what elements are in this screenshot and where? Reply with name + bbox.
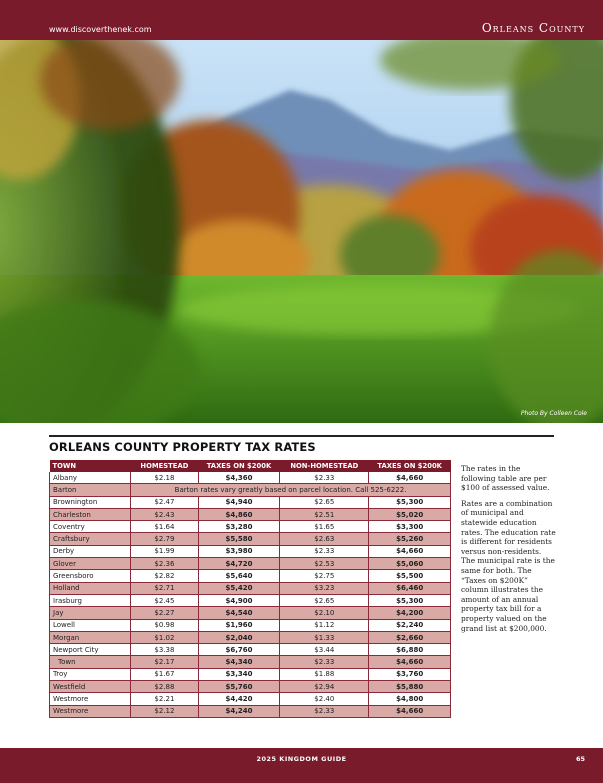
column-header-homestead: HOMESTEAD bbox=[131, 460, 199, 472]
homestead-rate-cell: $1.67 bbox=[131, 668, 199, 680]
non-homestead-rate-cell: $2.51 bbox=[280, 508, 369, 520]
homestead-rate-cell: $2.88 bbox=[131, 681, 199, 693]
table-row bbox=[50, 558, 451, 570]
non-homestead-rate-cell: $2.10 bbox=[280, 607, 369, 619]
non-homestead-rate-cell: $3.23 bbox=[280, 582, 369, 594]
homestead-rate-cell: $2.21 bbox=[131, 693, 199, 705]
homestead-rate-cell: $1.02 bbox=[131, 631, 199, 643]
homestead-rate-cell: $2.43 bbox=[131, 508, 199, 520]
non-homestead-tax-cell: $6,880 bbox=[369, 644, 451, 656]
non-homestead-rate-cell: $2.33 bbox=[280, 472, 369, 484]
non-homestead-rate-cell: $2.65 bbox=[280, 594, 369, 606]
section-divider bbox=[49, 435, 554, 437]
non-homestead-tax-cell: $5,260 bbox=[369, 533, 451, 545]
homestead-tax-cell: $5,580 bbox=[198, 533, 280, 545]
table-row bbox=[50, 570, 451, 582]
table-row bbox=[50, 545, 451, 557]
non-homestead-tax-cell: $4,660 bbox=[369, 656, 451, 668]
homestead-rate-cell: $2.79 bbox=[131, 533, 199, 545]
town-cell: Newport City bbox=[50, 644, 131, 656]
non-homestead-tax-cell: $5,300 bbox=[369, 496, 451, 508]
non-homestead-tax-cell: $5,880 bbox=[369, 681, 451, 693]
non-homestead-rate-cell: $2.94 bbox=[280, 681, 369, 693]
homestead-tax-cell: $4,240 bbox=[198, 705, 280, 717]
homestead-rate-cell: $2.27 bbox=[131, 607, 199, 619]
town-cell: Lowell bbox=[50, 619, 131, 631]
homestead-tax-cell: $4,940 bbox=[198, 496, 280, 508]
non-homestead-tax-cell: $2,240 bbox=[369, 619, 451, 631]
non-homestead-rate-cell: $2.40 bbox=[280, 693, 369, 705]
table-row bbox=[50, 496, 451, 508]
homestead-tax-cell: $3,340 bbox=[198, 668, 280, 680]
table-row bbox=[50, 693, 451, 705]
table-row bbox=[50, 594, 451, 606]
non-homestead-tax-cell: $5,300 bbox=[369, 594, 451, 606]
table-row bbox=[50, 521, 451, 533]
homestead-rate-cell: $2.45 bbox=[131, 594, 199, 606]
table-row bbox=[50, 656, 451, 668]
non-homestead-tax-cell: $4,200 bbox=[369, 607, 451, 619]
town-cell: Irasburg bbox=[50, 594, 131, 606]
non-homestead-tax-cell: $6,460 bbox=[369, 582, 451, 594]
landscape-photo-graphic bbox=[0, 40, 603, 423]
table-row bbox=[50, 607, 451, 619]
homestead-rate-cell: $2.36 bbox=[131, 558, 199, 570]
non-homestead-tax-cell: $4,660 bbox=[369, 705, 451, 717]
homestead-tax-cell: $1,960 bbox=[198, 619, 280, 631]
town-cell: Coventry bbox=[50, 521, 131, 533]
non-homestead-rate-cell: $1.12 bbox=[280, 619, 369, 631]
non-homestead-rate-cell: $2.63 bbox=[280, 533, 369, 545]
non-homestead-tax-cell: $4,660 bbox=[369, 545, 451, 557]
table-row bbox=[50, 508, 451, 520]
town-cell: Glover bbox=[50, 558, 131, 570]
homestead-rate-cell: $2.12 bbox=[131, 705, 199, 717]
town-cell: Westmore bbox=[50, 693, 131, 705]
table-row bbox=[50, 533, 451, 545]
homestead-tax-cell: $5,760 bbox=[198, 681, 280, 693]
town-cell: Troy bbox=[50, 668, 131, 680]
town-cell: Craftsbury bbox=[50, 533, 131, 545]
table-header-row bbox=[50, 460, 451, 472]
footer-bar bbox=[0, 748, 603, 783]
non-homestead-rate-cell: $2.75 bbox=[280, 570, 369, 582]
homestead-rate-cell: $1.99 bbox=[131, 545, 199, 557]
homestead-tax-cell: $2,040 bbox=[198, 631, 280, 643]
homestead-tax-cell: $4,360 bbox=[198, 472, 280, 484]
non-homestead-tax-cell: $4,660 bbox=[369, 472, 451, 484]
homestead-rate-cell: $2.18 bbox=[131, 472, 199, 484]
town-cell: Westmore bbox=[50, 705, 131, 717]
table-row bbox=[50, 619, 451, 631]
explanation-paragraph: Rates are a combination of municipal and statewide education rates. The education rate is different for residents versus non-residents. The municipal rate is the same for both. The “Taxes on $200K” column illustrates the amount of an annual property tax bill for a property valued on the grand list at $200,000. bbox=[461, 498, 556, 633]
homestead-tax-cell: $4,540 bbox=[198, 607, 280, 619]
non-homestead-tax-cell: $3,760 bbox=[369, 668, 451, 680]
town-cell: Albany bbox=[50, 472, 131, 484]
homestead-tax-cell: $3,980 bbox=[198, 545, 280, 557]
table-body bbox=[50, 472, 451, 717]
homestead-rate-cell: $1.64 bbox=[131, 521, 199, 533]
homestead-tax-cell: $4,340 bbox=[198, 656, 280, 668]
county-title: Orleans County bbox=[481, 21, 585, 35]
non-homestead-rate-cell: $3.44 bbox=[280, 644, 369, 656]
homestead-tax-cell: $4,860 bbox=[198, 508, 280, 520]
column-header-non-homestead-tax: TAXES ON $200K bbox=[369, 460, 451, 472]
non-homestead-rate-cell: $2.65 bbox=[280, 496, 369, 508]
town-cell: Derby bbox=[50, 545, 131, 557]
non-homestead-tax-cell: $5,020 bbox=[369, 508, 451, 520]
column-header-non-homestead: NON-HOMESTEAD bbox=[280, 460, 369, 472]
non-homestead-tax-cell: $2,660 bbox=[369, 631, 451, 643]
homestead-tax-cell: $4,900 bbox=[198, 594, 280, 606]
explanation-paragraph: The rates in the following table are per $100 of assessed value. bbox=[461, 464, 550, 493]
town-cell: Holland bbox=[50, 582, 131, 594]
town-cell: Morgan bbox=[50, 631, 131, 643]
table-row bbox=[50, 582, 451, 594]
table-row bbox=[50, 681, 451, 693]
town-cell: Westfield bbox=[50, 681, 131, 693]
property-tax-table bbox=[49, 460, 451, 718]
non-homestead-tax-cell: $5,060 bbox=[369, 558, 451, 570]
table-row bbox=[50, 484, 451, 496]
non-homestead-tax-cell: $3,300 bbox=[369, 521, 451, 533]
homestead-rate-cell: $2.47 bbox=[131, 496, 199, 508]
town-cell: Charleston bbox=[50, 508, 131, 520]
photo-credit: Photo By Colleen Cole bbox=[520, 410, 587, 417]
town-cell: Brownington bbox=[50, 496, 131, 508]
homestead-rate-cell: $2.82 bbox=[131, 570, 199, 582]
table-row bbox=[50, 668, 451, 680]
column-header-homestead-tax: TAXES ON $200K bbox=[198, 460, 280, 472]
homestead-tax-cell: $3,280 bbox=[198, 521, 280, 533]
homestead-rate-cell: $3.38 bbox=[131, 644, 199, 656]
section-title: ORLEANS COUNTY PROPERTY TAX RATES bbox=[49, 440, 316, 454]
non-homestead-rate-cell: $2.33 bbox=[280, 656, 369, 668]
town-cell: Greensboro bbox=[50, 570, 131, 582]
town-cell: Town bbox=[50, 656, 131, 668]
table-row bbox=[50, 631, 451, 643]
homestead-tax-cell: $4,720 bbox=[198, 558, 280, 570]
homestead-rate-cell: $2.17 bbox=[131, 656, 199, 668]
rate-note-cell: Barton rates vary greatly based on parcel location. Call 525-6222. bbox=[131, 484, 451, 496]
table-row bbox=[50, 705, 451, 717]
footer-title: 2025 KINGDOM GUIDE bbox=[256, 755, 347, 763]
table-row bbox=[50, 472, 451, 484]
homestead-rate-cell: $2.71 bbox=[131, 582, 199, 594]
non-homestead-rate-cell: $1.65 bbox=[280, 521, 369, 533]
non-homestead-tax-cell: $4,800 bbox=[369, 693, 451, 705]
homestead-tax-cell: $6,760 bbox=[198, 644, 280, 656]
homestead-rate-cell: $0.98 bbox=[131, 619, 199, 631]
town-cell: Jay bbox=[50, 607, 131, 619]
non-homestead-rate-cell: $2.33 bbox=[280, 545, 369, 557]
column-header-town: TOWN bbox=[50, 460, 131, 472]
page-number: 65 bbox=[575, 755, 585, 763]
town-cell: Barton bbox=[50, 484, 131, 496]
non-homestead-rate-cell: $1.88 bbox=[280, 668, 369, 680]
non-homestead-rate-cell: $1.33 bbox=[280, 631, 369, 643]
non-homestead-tax-cell: $5,500 bbox=[369, 570, 451, 582]
table-row bbox=[50, 644, 451, 656]
landscape-photo bbox=[0, 40, 603, 423]
rates-explanation bbox=[461, 464, 557, 639]
non-homestead-rate-cell: $2.33 bbox=[280, 705, 369, 717]
website-url: www.discoverthenek.com bbox=[49, 25, 152, 34]
homestead-tax-cell: $5,640 bbox=[198, 570, 280, 582]
homestead-tax-cell: $4,420 bbox=[198, 693, 280, 705]
homestead-tax-cell: $5,420 bbox=[198, 582, 280, 594]
non-homestead-rate-cell: $2.53 bbox=[280, 558, 369, 570]
